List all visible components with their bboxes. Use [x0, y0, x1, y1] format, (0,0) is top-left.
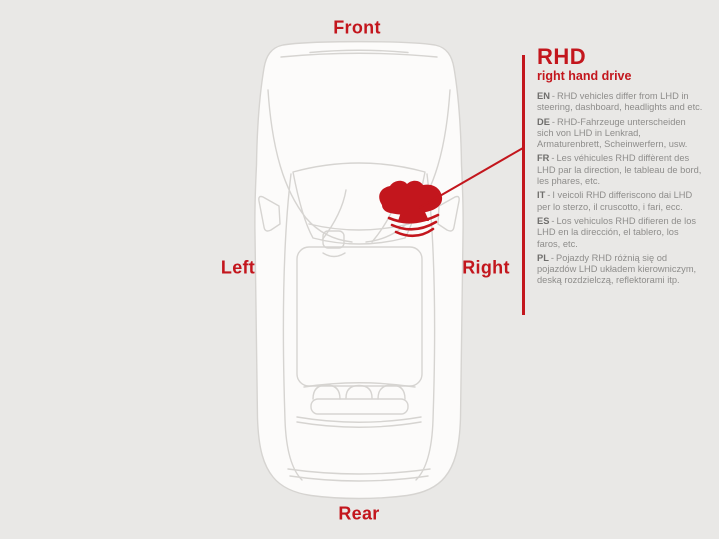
label-left: Left — [220, 257, 256, 278]
lang-code-it: IT — [537, 190, 546, 201]
separator: - — [550, 252, 554, 263]
lang-code-en: EN — [537, 91, 550, 101]
label-rear: Rear — [338, 503, 380, 524]
lang-entry-it — [537, 190, 703, 213]
separator: - — [551, 116, 556, 127]
separator: - — [551, 91, 556, 101]
label-right: Right — [462, 257, 510, 278]
panel-accent-rule — [522, 55, 525, 315]
lang-entry-de — [537, 117, 703, 151]
panel-title: RHD — [537, 44, 587, 69]
lang-code-fr: FR — [537, 153, 550, 164]
lang-code-es: ES — [537, 215, 550, 226]
separator: - — [551, 215, 555, 226]
lang-text-en: RHD vehicles differ from LHD in steering, dashboard, headlights and etc. — [537, 91, 703, 113]
lang-text-pl: Pojazdy RHD różnią się od pojazdów LHD układem kierowniczym, deską rozdzielczą, reflektorami itp. — [537, 252, 697, 286]
lang-entry-en — [537, 91, 703, 114]
lang-text-de: RHD-Fahrzeuge unterscheiden sich von LHD in Lenkrad, Armaturenbrett, Scheinwerfern, usw. — [537, 116, 688, 150]
lang-code-de: DE — [537, 116, 550, 127]
panel-subtitle: right hand drive — [537, 69, 632, 83]
separator: - — [551, 153, 555, 164]
label-front: Front — [333, 17, 381, 38]
lang-text-es: Los vehiculos RHD difieren de los LHD en la dirección, el tablero, los faros, etc. — [537, 215, 697, 249]
separator: - — [547, 190, 551, 201]
lang-entry-fr — [537, 153, 703, 187]
lang-text-it: I veicoli RHD differiscono dai LHD per lo sterzo, il cruscotto, i fari, ecc. — [537, 190, 693, 212]
rhd-info-panel — [537, 45, 703, 290]
lang-text-fr: Les véhicules RHD diffèrent des LHD par la direction, le tableau de bord, les phares, etc. — [537, 153, 702, 187]
lang-entry-es — [537, 216, 703, 250]
lang-code-pl: PL — [537, 252, 549, 263]
lang-entry-pl — [537, 253, 703, 287]
